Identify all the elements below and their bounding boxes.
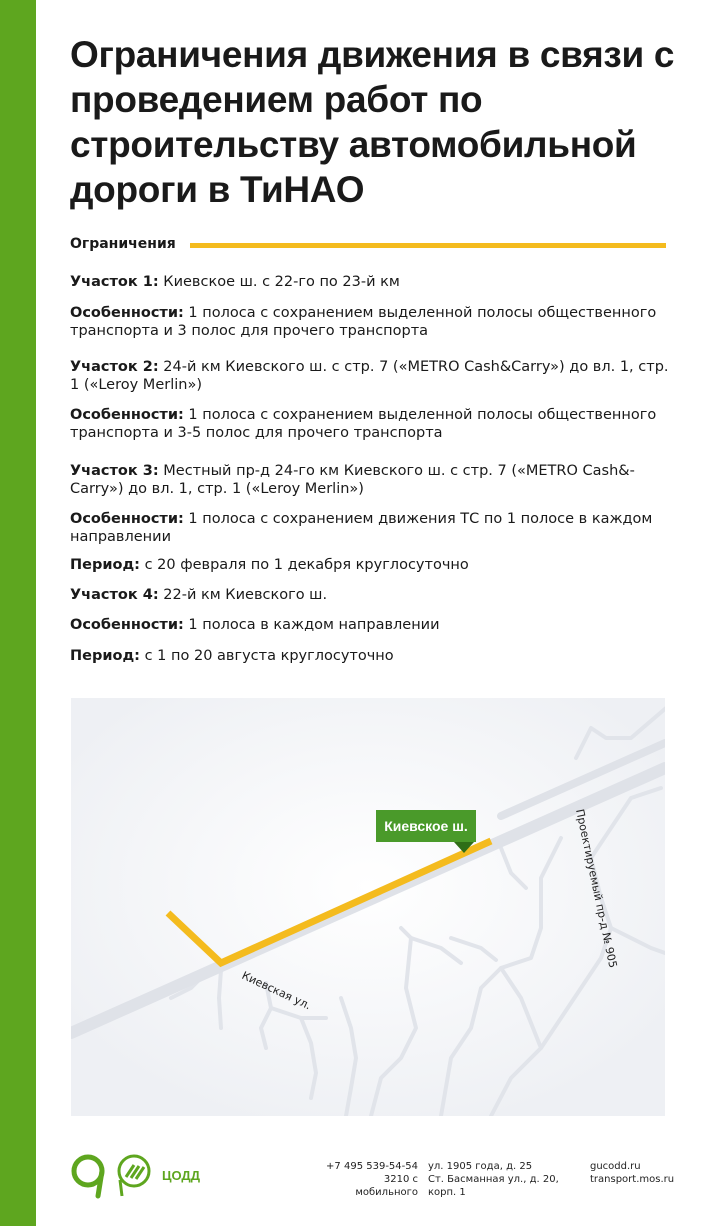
footer-sites <box>590 1160 675 1186</box>
footer-phones <box>320 1160 418 1199</box>
footer-phone-2: 3210 с мобильного <box>355 1174 418 1198</box>
logo-speed-icon <box>119 1156 149 1196</box>
info-line-7: Период: с 20 февраля по 1 декабря круглосуточно <box>70 557 469 573</box>
section-divider <box>190 243 666 248</box>
footer <box>0 1140 720 1210</box>
section-header <box>70 234 670 256</box>
footer-site-2[interactable]: transport.mos.ru <box>590 1174 675 1185</box>
callout-label: Киевское ш. <box>384 818 468 834</box>
page-title: Ограничения движения в связи с проведением работ по строительству автомобильной дороги в ТиНАО <box>70 34 675 210</box>
road-label-905: Проектируемый пр-д № 905 <box>573 807 620 970</box>
footer-site-1[interactable]: gucodd.ru <box>590 1161 641 1172</box>
footer-phone-1: +7 495 539-54-54 <box>326 1161 418 1172</box>
info-line-1: Участок 1: Киевское ш. с 22-го по 23-й км <box>70 274 400 290</box>
codd-logo <box>70 1150 200 1200</box>
info-line-2: Особенности: 1 полоса с сохранением выделенной полосы общественного транспорта и 3 полос для прочего транспорта <box>70 305 657 339</box>
map-canvas <box>71 698 665 1116</box>
section-label: Ограничения <box>70 236 176 252</box>
info-line-9: Особенности: 1 полоса в каждом направлении <box>70 617 440 633</box>
info-line-3: Участок 2: 24-й км Киевского ш. с стр. 7 («METRO Cash&Carry») до вл. 1, стр. 1 («Leroy Merlin») <box>70 359 669 393</box>
brand-side-stripe <box>0 0 36 1226</box>
logo-text: ЦОДД <box>162 1168 200 1183</box>
info-line-6: Особенности: 1 полоса с сохранением движения ТС по 1 полосе в каждом направлении <box>70 511 653 545</box>
map <box>71 698 665 1116</box>
footer-address-2: Ст. Басманная ул., д. 20, корп. 1 <box>428 1174 559 1198</box>
info-line-8: Участок 4: 22-й км Киевского ш. <box>70 587 328 603</box>
info-line-4: Особенности: 1 полоса с сохранением выделенной полосы общественного транспорта и 3-5 полос для прочего транспорта <box>70 407 657 441</box>
footer-address-1: ул. 1905 года, д. 25 <box>428 1161 533 1172</box>
info-line-10: Период: с 1 по 20 августа круглосуточно <box>70 648 394 664</box>
logo-nine-icon <box>74 1157 102 1196</box>
info-line-5: Участок 3: Местный пр-д 24-го км Киевского ш. с стр. 7 («METRO Cash&-Carry») до вл. 1, стр. 1 («Leroy Merlin») <box>70 463 635 497</box>
road-label-kievskaya: Киевская ул. <box>239 968 314 1013</box>
footer-addresses <box>428 1160 588 1199</box>
